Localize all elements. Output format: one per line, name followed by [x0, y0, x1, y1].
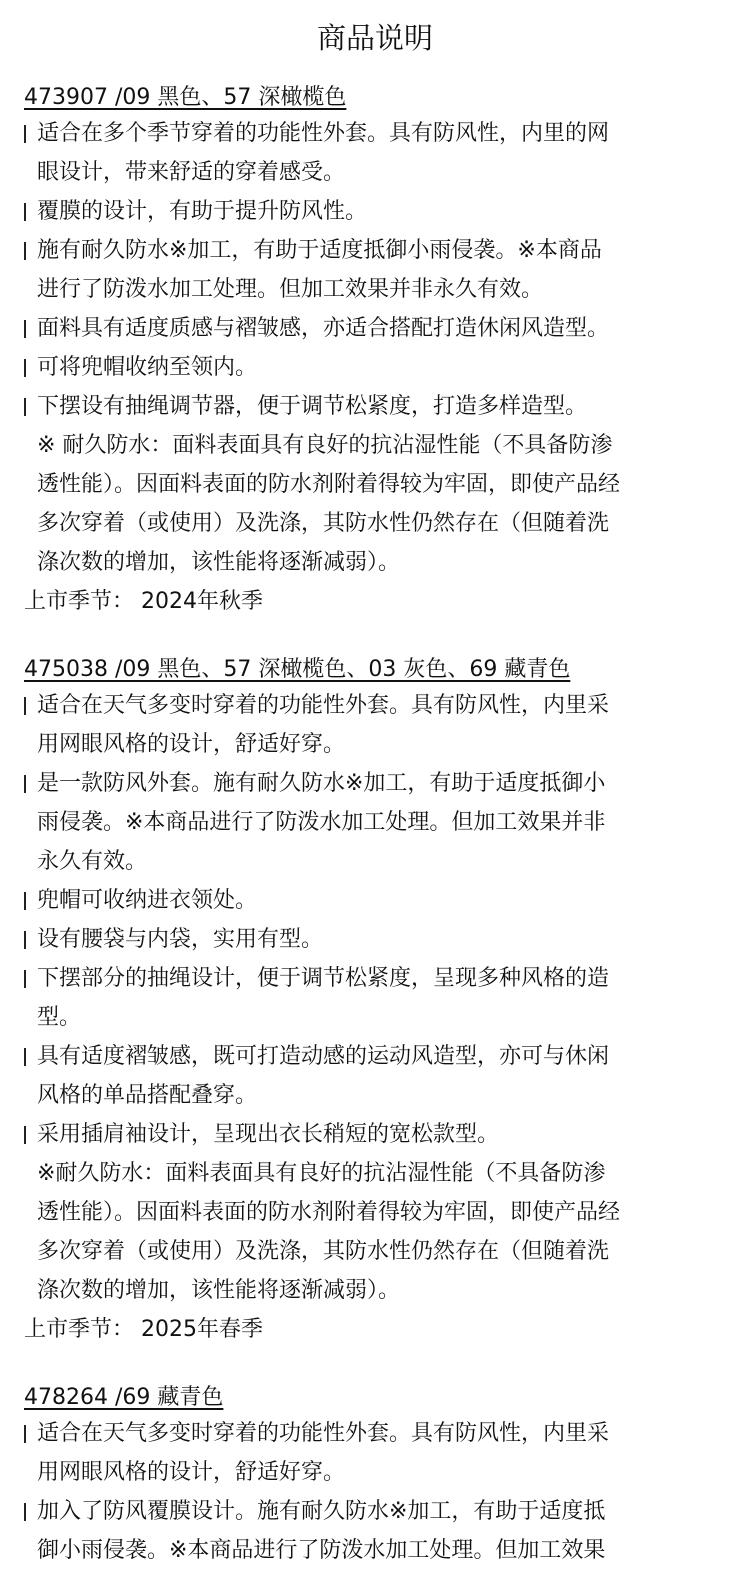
bullet-continuation — [24, 1003, 730, 1033]
description-text: 雨侵袭。※本商品进行了防泼水加工处理。但加工效果并非 — [37, 810, 606, 835]
description-text: 是一款防风外套。施有耐久防水※加工，有助于适度抵御小 — [37, 771, 606, 796]
description-text: 下摆部分的抽绳设计，便于调节松紧度，呈现多种风格的造 — [37, 966, 610, 991]
description-text: 用网眼风格的设计，舒适好穿。 — [37, 732, 346, 757]
bullet-continuation — [24, 1276, 730, 1306]
bullet-continuation — [24, 1536, 730, 1566]
description-text: 御小雨侵袭。※本商品进行了防泼水加工处理。但加工效果 — [37, 1538, 606, 1563]
bullet-marker — [24, 970, 26, 988]
description-text: 施有耐久防水※加工，有助于适度抵御小雨侵袭。※本商品 — [37, 238, 602, 263]
bullet-continuation — [24, 548, 730, 578]
bullet-continuation — [24, 470, 730, 500]
bullet-marker — [24, 359, 26, 377]
bullet-continuation — [24, 1458, 730, 1488]
description-text: 多次穿着（或使用）及洗涤，其防水性仍然存在（但随着洗 — [37, 1239, 610, 1264]
description-text: 涤次数的增加，该性能将逐渐减弱）。 — [37, 1278, 401, 1303]
bullet-continuation — [24, 847, 730, 877]
page-title: 商品说明 — [316, 21, 433, 55]
bullet-marker — [24, 320, 26, 338]
bullet-marker — [24, 1048, 26, 1066]
product-code: 475038 /09 黑色、57 深橄榄色、03 灰色、69 藏青色 — [24, 657, 571, 682]
bullet-continuation — [24, 1237, 730, 1267]
bullet-item — [24, 769, 730, 799]
bullet-item — [24, 964, 730, 994]
bullet-marker — [24, 931, 26, 949]
description-text: 型。 — [37, 1005, 82, 1030]
bullet-item — [24, 925, 730, 955]
bullet-marker — [24, 242, 26, 260]
bullet-item — [24, 1120, 730, 1150]
bullet-item — [24, 119, 730, 149]
description-text: 眼设计，带来舒适的穿着感受。 — [37, 160, 346, 185]
description-text: 加入了防风覆膜设计。施有耐久防水※加工，有助于适度抵 — [37, 1499, 606, 1524]
bullet-continuation — [24, 1159, 730, 1189]
bullet-marker — [24, 1425, 26, 1443]
bullet-marker — [24, 203, 26, 221]
description-text: 兜帽可收纳进衣领处。 — [37, 888, 258, 913]
bullet-item — [24, 236, 730, 266]
description-text: 可将兜帽收纳至领内。 — [37, 355, 258, 380]
description-text: 进行了防泼水加工处理。但加工效果并非永久有效。 — [37, 277, 544, 302]
description-text: 具有适度褶皱感，既可打造动感的运动风造型，亦可与休闲 — [37, 1044, 610, 1069]
description-text: ※耐久防水：面料表面具有良好的抗沾湿性能（不具备防渗 — [37, 1161, 606, 1186]
product-section — [24, 655, 730, 1345]
bullet-marker — [24, 775, 26, 793]
bullet-marker — [24, 697, 26, 715]
bullet-item — [24, 1497, 730, 1527]
bullet-item — [24, 314, 730, 344]
bullet-continuation — [24, 275, 730, 305]
description-text: 采用插肩袖设计，呈现出衣长稍短的宽松款型。 — [37, 1122, 500, 1147]
description-text: 涤次数的增加，该性能将逐渐减弱）。 — [37, 550, 401, 575]
bullet-marker — [24, 125, 26, 143]
description-text: 透性能）。因面料表面的防水剂附着得较为牢固，即使产品经 — [37, 472, 621, 497]
bullet-item — [24, 353, 730, 383]
product-section — [24, 83, 730, 617]
release-season: 上市季节： 2025年春季 — [24, 1317, 263, 1342]
bullet-continuation — [24, 1081, 730, 1111]
product-code: 478264 /69 藏青色 — [24, 1385, 224, 1410]
description-text: 适合在天气多变时穿着的功能性外套。具有防风性，内里采 — [37, 693, 610, 718]
description-text: 多次穿着（或使用）及洗涤，其防水性仍然存在（但随着洗 — [37, 511, 610, 536]
description-text: 面料具有适度质感与褶皱感，亦适合搭配打造休闲风造型。 — [37, 316, 610, 341]
bullet-item — [24, 1419, 730, 1449]
bullet-continuation — [24, 730, 730, 760]
description-text: 透性能）。因面料表面的防水剂附着得较为牢固，即使产品经 — [37, 1200, 621, 1225]
bullet-item — [24, 197, 730, 227]
description-text: 适合在多个季节穿着的功能性外套。具有防风性，内里的网 — [37, 121, 610, 146]
bullet-continuation — [24, 808, 730, 838]
bullet-continuation — [24, 509, 730, 539]
bullet-continuation — [24, 158, 730, 188]
bullet-item — [24, 691, 730, 721]
bullet-marker — [24, 1126, 26, 1144]
description-text: 永久有效。 — [37, 849, 148, 874]
description-text: 风格的单品搭配叠穿。 — [37, 1083, 258, 1108]
bullet-marker — [24, 892, 26, 910]
bullet-item — [24, 392, 730, 422]
bullet-item — [24, 1042, 730, 1072]
description-text: 用网眼风格的设计，舒适好穿。 — [37, 1460, 346, 1485]
bullet-marker — [24, 1503, 26, 1521]
description-text: 设有腰袋与内袋，实用有型。 — [37, 927, 324, 952]
product-section — [24, 1383, 730, 1575]
description-text: ※ 耐久防水：面料表面具有良好的抗沾湿性能（不具备防渗 — [37, 433, 613, 458]
bullet-continuation — [24, 431, 730, 461]
description-text: 下摆设有抽绳调节器，便于调节松紧度，打造多样造型。 — [37, 394, 588, 419]
bullet-continuation — [24, 1198, 730, 1228]
description-text: 适合在天气多变时穿着的功能性外套。具有防风性，内里采 — [37, 1421, 610, 1446]
release-season: 上市季节： 2024年秋季 — [24, 589, 263, 614]
bullet-item — [24, 886, 730, 916]
product-code: 473907 /09 黑色、57 深橄榄色 — [24, 85, 347, 110]
description-text: 覆膜的设计，有助于提升防风性。 — [37, 199, 368, 224]
bullet-marker — [24, 398, 26, 416]
